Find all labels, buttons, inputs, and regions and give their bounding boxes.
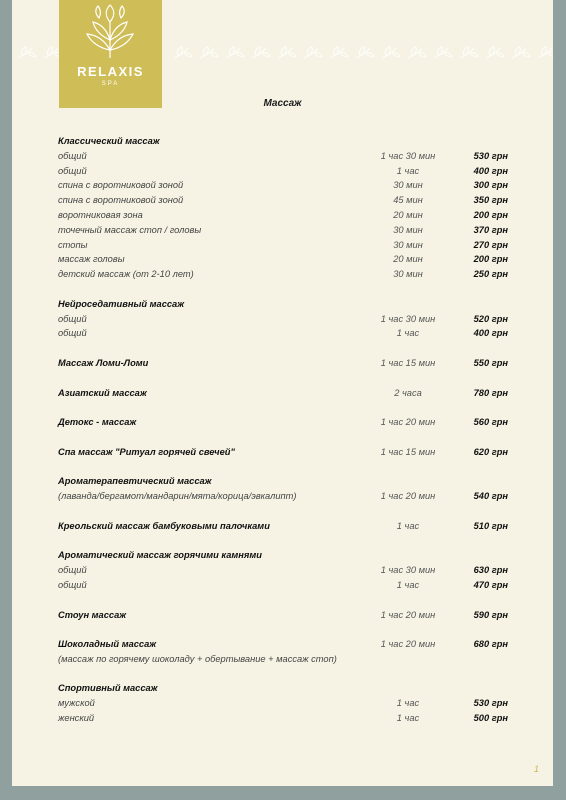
page-title: Массаж (263, 98, 302, 109)
section-spacer (58, 402, 508, 417)
section-spacer (58, 284, 508, 299)
item-name: общий (58, 565, 87, 576)
section-row (58, 388, 508, 403)
page-number: 1 (533, 764, 539, 774)
section-spacer (58, 343, 508, 358)
item-row (58, 491, 508, 506)
price: 540 грн (473, 491, 508, 502)
duration: 30 мин (393, 269, 423, 280)
item-row (58, 225, 508, 240)
item-name: (массаж по горячему шоколаду + обертывание + массаж стоп) (58, 653, 337, 664)
section-title: Массаж Ломи-Ломи (58, 357, 149, 368)
price: 400 грн (473, 165, 508, 176)
price: 270 грн (473, 239, 508, 250)
duration: 20 мин (393, 209, 423, 220)
section-title: Креольский массаж бамбуковыми палочками (58, 520, 270, 531)
section-row (58, 476, 508, 491)
duration: 20 мин (393, 254, 423, 265)
section-title: Спортивный массаж (58, 683, 158, 694)
item-row (58, 180, 508, 195)
duration: 30 мин (393, 239, 423, 250)
item-name: общий (58, 313, 87, 324)
price: 350 грн (473, 195, 508, 206)
item-row (58, 240, 508, 255)
section-title: Ароматический массаж горячими камнями (58, 550, 262, 561)
section-title: Ароматерапевтический массаж (58, 476, 212, 487)
price: 470 грн (473, 579, 508, 590)
section-row (58, 550, 508, 565)
section-row (58, 136, 508, 151)
item-row (58, 654, 508, 669)
duration: 1 час 20 мин (380, 609, 436, 620)
section-title: Азиатский массаж (58, 387, 147, 398)
item-name: детский массаж (от 2-10 лет) (58, 269, 194, 280)
lotus-leaf-icon (59, 0, 162, 62)
duration: 1 час (396, 165, 420, 176)
section-spacer (58, 669, 508, 684)
section-row (58, 683, 508, 698)
duration: 1 час 20 мин (380, 417, 436, 428)
brand-sub: SPA (101, 81, 120, 87)
price: 520 грн (473, 313, 508, 324)
item-name: общий (58, 165, 87, 176)
price: 200 грн (473, 209, 508, 220)
item-name: массаж головы (58, 254, 125, 265)
item-row (58, 151, 508, 166)
section-spacer (58, 373, 508, 388)
duration: 1 час (396, 579, 420, 590)
menu-page (12, 0, 553, 786)
price: 300 грн (473, 180, 508, 191)
item-name: спина с воротниковой зоной (58, 195, 184, 206)
item-name: мужской (58, 698, 95, 709)
section-row (58, 521, 508, 536)
section-title: Шоколадный массаж (58, 639, 157, 650)
section-spacer (58, 536, 508, 551)
section-row (58, 639, 508, 654)
section-title: Нейроседативный массаж (58, 298, 185, 309)
price: 510 грн (473, 520, 508, 531)
item-row (58, 580, 508, 595)
duration: 2 часа (394, 387, 422, 398)
duration: 1 час 30 мин (380, 150, 436, 161)
duration: 1 час (396, 520, 420, 531)
relaxis-logo (59, 0, 162, 108)
item-row (58, 328, 508, 343)
price: 560 грн (473, 417, 508, 428)
section-row (58, 447, 508, 462)
item-name: общий (58, 150, 87, 161)
section-title: Стоун массаж (58, 609, 127, 620)
item-name: женский (58, 713, 95, 724)
item-row (58, 254, 508, 269)
item-row (58, 713, 508, 728)
price: 530 грн (473, 150, 508, 161)
section-spacer (58, 624, 508, 639)
duration: 30 мин (393, 224, 423, 235)
item-row (58, 210, 508, 225)
item-row (58, 565, 508, 580)
duration: 1 час 20 мин (380, 491, 436, 502)
price: 370 грн (473, 224, 508, 235)
item-row (58, 269, 508, 284)
section-row (58, 610, 508, 625)
price: 620 грн (473, 446, 508, 457)
section-spacer (58, 595, 508, 610)
item-name: стопы (58, 239, 88, 250)
duration: 1 час (396, 713, 420, 724)
price-list (58, 136, 508, 728)
item-name: общий (58, 328, 87, 339)
brand-name: RELAXIS (77, 64, 144, 79)
section-row (58, 299, 508, 314)
item-name: (лаванда/бергамот/мандарин/мята/корица/эвкалипт) (58, 491, 297, 502)
duration: 1 час 15 мин (380, 357, 436, 368)
section-row (58, 417, 508, 432)
item-row (58, 314, 508, 329)
price: 200 грн (473, 254, 508, 265)
section-spacer (58, 432, 508, 447)
duration: 30 мин (393, 180, 423, 191)
price: 500 грн (473, 713, 508, 724)
section-title: Классический массаж (58, 136, 160, 146)
duration: 1 час (396, 698, 420, 709)
duration: 45 мин (393, 195, 423, 206)
price: 680 грн (473, 639, 508, 650)
duration: 1 час 30 мин (380, 313, 436, 324)
item-name: точечный массаж стоп / головы (58, 224, 202, 235)
price: 400 грн (473, 328, 508, 339)
section-spacer (58, 462, 508, 477)
section-title: Спа массаж "Ритуал горячей свечей" (58, 446, 235, 457)
price: 550 грн (473, 357, 508, 368)
item-name: общий (58, 579, 87, 590)
item-row (58, 166, 508, 181)
price: 250 грн (473, 269, 508, 280)
price: 630 грн (473, 565, 508, 576)
section-row (58, 358, 508, 373)
item-row (58, 195, 508, 210)
price: 780 грн (473, 387, 508, 398)
section-title: Детокс - массаж (58, 417, 137, 428)
section-spacer (58, 506, 508, 521)
duration: 1 час 20 мин (380, 639, 436, 650)
duration: 1 час 30 мин (380, 565, 436, 576)
price: 590 грн (473, 609, 508, 620)
item-name: воротниковая зона (58, 209, 143, 220)
duration: 1 час (396, 328, 420, 339)
duration: 1 час 15 мин (380, 446, 436, 457)
item-row (58, 698, 508, 713)
price: 530 грн (473, 698, 508, 709)
item-name: спина с воротниковой зоной (58, 180, 184, 191)
